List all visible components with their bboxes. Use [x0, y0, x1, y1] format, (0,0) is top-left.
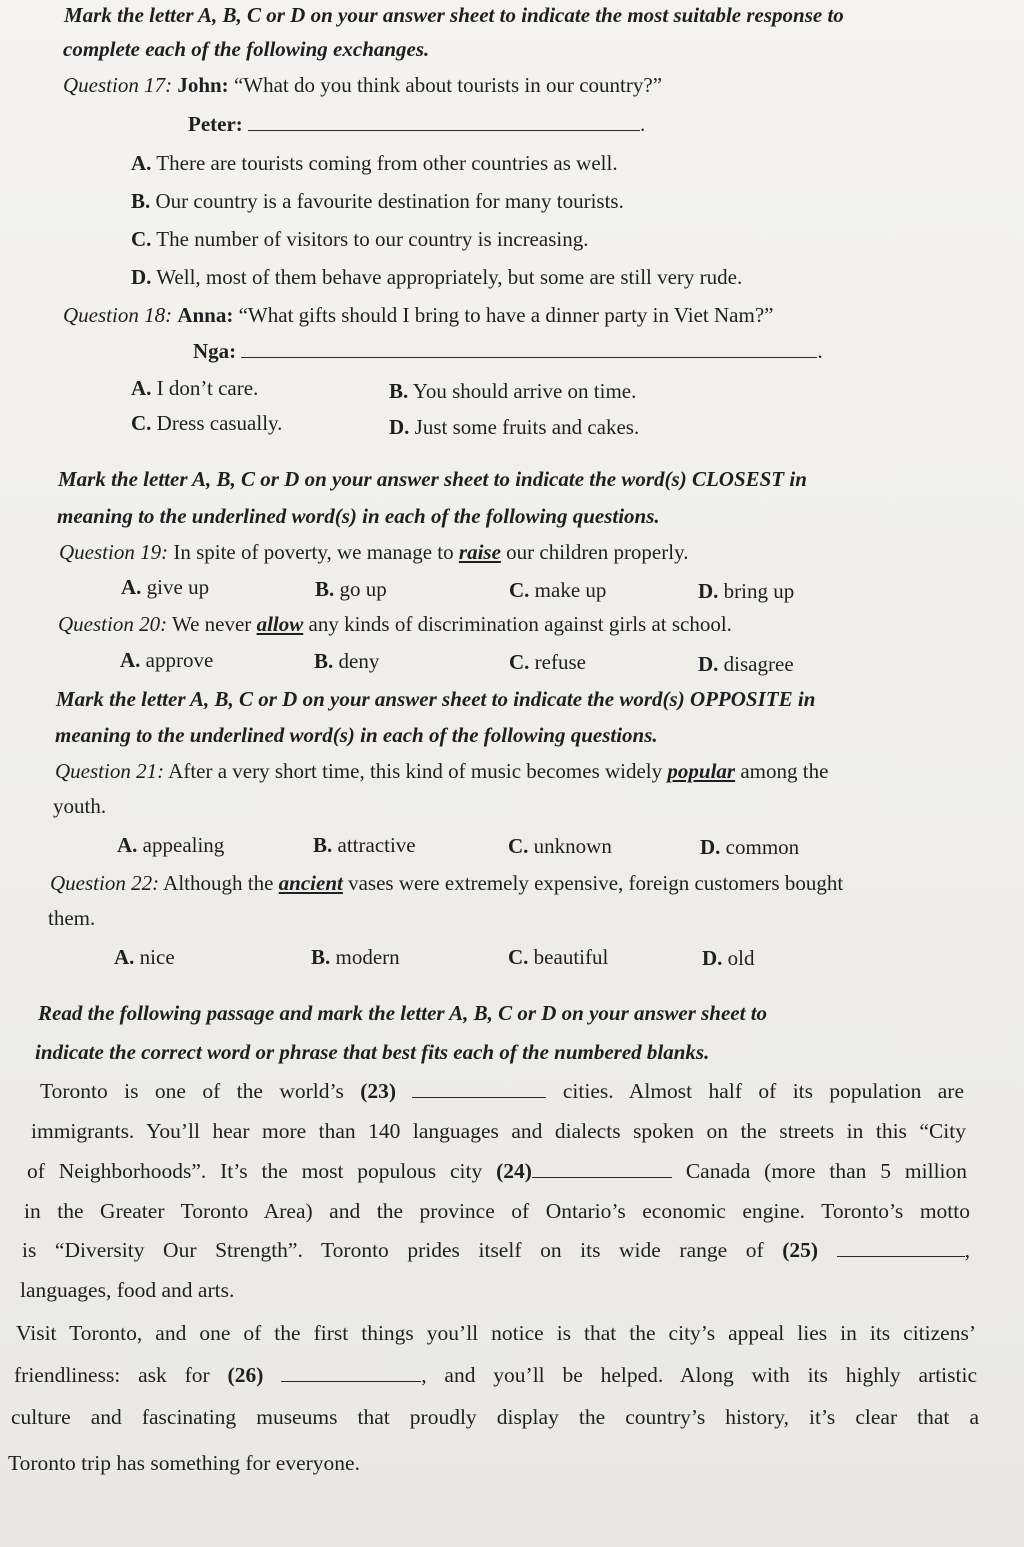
question-22-option-a[interactable]: A. nice: [114, 945, 175, 969]
question-18-text: “What gifts should I bring to have a dinner party in Viet Nam?”: [238, 303, 774, 327]
question-20-option-b[interactable]: B. deny: [314, 649, 380, 673]
section-2-instruction-line-2: meaning to the underlined word(s) in each of the following questions.: [57, 504, 660, 528]
question-17-response-line: [188, 111, 645, 137]
question-20-label: Question 20:: [58, 612, 168, 636]
question-17-blank[interactable]: [248, 112, 640, 131]
question-20-text-after: any kinds of discrimination against girls at school.: [308, 612, 732, 636]
question-17-label: Question 17:: [63, 73, 173, 97]
question-21-option-d[interactable]: D. common: [700, 835, 800, 859]
question-17-text: “What do you think about tourists in our country?”: [233, 73, 663, 97]
question-18-response-line: [193, 338, 823, 364]
question-17-option-b[interactable]: B. Our country is a favourite destination for many tourists.: [131, 189, 624, 213]
blank-26-number: (26): [227, 1363, 264, 1387]
question-17: [63, 72, 662, 98]
question-21: [55, 758, 828, 784]
question-18-option-b[interactable]: B. You should arrive on time.: [389, 379, 637, 403]
question-18-speaker: Anna:: [177, 303, 234, 327]
question-17-end: .: [640, 112, 646, 136]
question-17-respondent: Peter:: [188, 112, 243, 136]
section-1-instruction-line-1: Mark the letter A, B, C or D on your answer sheet to indicate the most suitable response to: [64, 3, 844, 27]
passage-line-4: in the Greater Toronto Area) and the province of Ontario’s economic engine. Toronto’s motto: [24, 1199, 970, 1223]
question-20: [58, 611, 732, 637]
passage-line-7: Visit Toronto, and one of the first things you’ll notice is that the city’s appeal lies in its citizens’: [16, 1321, 976, 1345]
question-17-option-c[interactable]: C. The number of visitors to our country is increasing.: [131, 227, 589, 251]
question-22-label: Question 22:: [50, 871, 160, 895]
question-21-option-b[interactable]: B. attractive: [313, 833, 416, 857]
question-22-underlined-word: ancient: [278, 871, 343, 895]
question-18-end: .: [817, 339, 823, 363]
blank-25[interactable]: [837, 1238, 965, 1257]
section-2-instruction-line-1: Mark the letter A, B, C or D on your answer sheet to indicate the word(s) CLOSEST in: [58, 467, 807, 491]
question-22-text-before: Although the: [163, 871, 274, 895]
passage-line-1: Toronto is one of the world’s (23) cities. Almost half of its population are: [40, 1079, 965, 1103]
blank-23[interactable]: [412, 1079, 546, 1098]
passage-line-10: Toronto trip has something for everyone.: [8, 1451, 360, 1475]
passage-line-6: languages, food and arts.: [20, 1278, 235, 1302]
question-20-option-a[interactable]: A. approve: [120, 648, 214, 672]
question-18-option-a[interactable]: A. I don’t care.: [131, 376, 259, 400]
question-20-underlined-word: allow: [256, 612, 304, 636]
passage-line-2: immigrants. You’ll hear more than 140 languages and dialects spoken on the streets in this “City: [31, 1119, 966, 1143]
passage-line-9: culture and fascinating museums that proudly display the country’s history, it’s clear that a: [11, 1405, 979, 1429]
question-21-label: Question 21:: [55, 759, 165, 783]
question-19-label: Question 19:: [59, 540, 169, 564]
question-22-text-after: vases were extremely expensive, foreign customers bought: [348, 871, 844, 895]
question-18-respondent: Nga:: [193, 339, 237, 363]
question-20-text-before: We never: [171, 612, 252, 636]
question-22: [50, 870, 843, 896]
question-17-speaker: John:: [177, 73, 229, 97]
question-19-option-c[interactable]: C. make up: [509, 578, 607, 602]
question-22-option-b[interactable]: B. modern: [311, 945, 400, 969]
question-19-text-after: our children properly.: [506, 540, 689, 564]
passage-line-8: friendliness: ask for (26) , and you’ll be helped. Along with its highly artistic: [14, 1363, 978, 1387]
question-19: [59, 539, 688, 565]
question-17-option-a[interactable]: A. There are tourists coming from other countries as well.: [131, 151, 618, 175]
section-4-instruction-line-2: indicate the correct word or phrase that best fits each of the numbered blanks.: [35, 1040, 710, 1064]
question-21-text-before: After a very short time, this kind of music becomes widely: [168, 759, 663, 783]
question-18-blank[interactable]: [241, 339, 817, 358]
question-19-text-before: In spite of poverty, we manage to: [173, 540, 454, 564]
question-18-label: Question 18:: [63, 303, 173, 327]
question-22-line-2: them.: [48, 906, 96, 930]
passage-line-3: of Neighborhoods”. It’s the most populous city (24) Canada (more than 5 million: [27, 1159, 968, 1183]
question-19-underlined-word: raise: [458, 540, 501, 564]
blank-25-number: (25): [782, 1238, 819, 1262]
question-22-option-d[interactable]: D. old: [702, 946, 755, 970]
section-3-instruction-line-2: meaning to the underlined word(s) in each of the following questions.: [55, 723, 658, 747]
question-20-option-d[interactable]: D. disagree: [698, 652, 794, 676]
question-18: [63, 302, 773, 328]
blank-23-number: (23): [360, 1079, 397, 1103]
question-18-option-d[interactable]: D. Just some fruits and cakes.: [389, 415, 640, 439]
question-18-option-c[interactable]: C. Dress casually.: [131, 411, 283, 435]
section-1-instruction-line-2: complete each of the following exchanges.: [63, 37, 430, 61]
question-21-line-2: youth.: [53, 794, 107, 818]
question-19-option-b[interactable]: B. go up: [315, 577, 387, 601]
blank-24[interactable]: [532, 1159, 672, 1178]
question-20-option-c[interactable]: C. refuse: [509, 650, 586, 674]
passage-line-5: is “Diversity Our Strength”. Toronto prides itself on its wide range of (25) ,: [22, 1238, 970, 1262]
question-21-option-a[interactable]: A. appealing: [117, 833, 225, 857]
question-19-option-d[interactable]: D. bring up: [698, 579, 795, 603]
blank-26[interactable]: [281, 1363, 421, 1382]
question-21-underlined-word: popular: [667, 759, 736, 783]
question-21-option-c[interactable]: C. unknown: [508, 834, 612, 858]
question-22-option-c[interactable]: C. beautiful: [508, 945, 609, 969]
question-17-option-d[interactable]: D. Well, most of them behave appropriately, but some are still very rude.: [131, 265, 743, 289]
section-3-instruction-line-1: Mark the letter A, B, C or D on your answer sheet to indicate the word(s) OPPOSITE in: [56, 687, 816, 711]
question-21-text-after: among the: [740, 759, 829, 783]
blank-24-number: (24): [496, 1159, 532, 1183]
section-4-instruction-line-1: Read the following passage and mark the letter A, B, C or D on your answer sheet to: [38, 1001, 768, 1025]
question-19-option-a[interactable]: A. give up: [121, 575, 210, 599]
